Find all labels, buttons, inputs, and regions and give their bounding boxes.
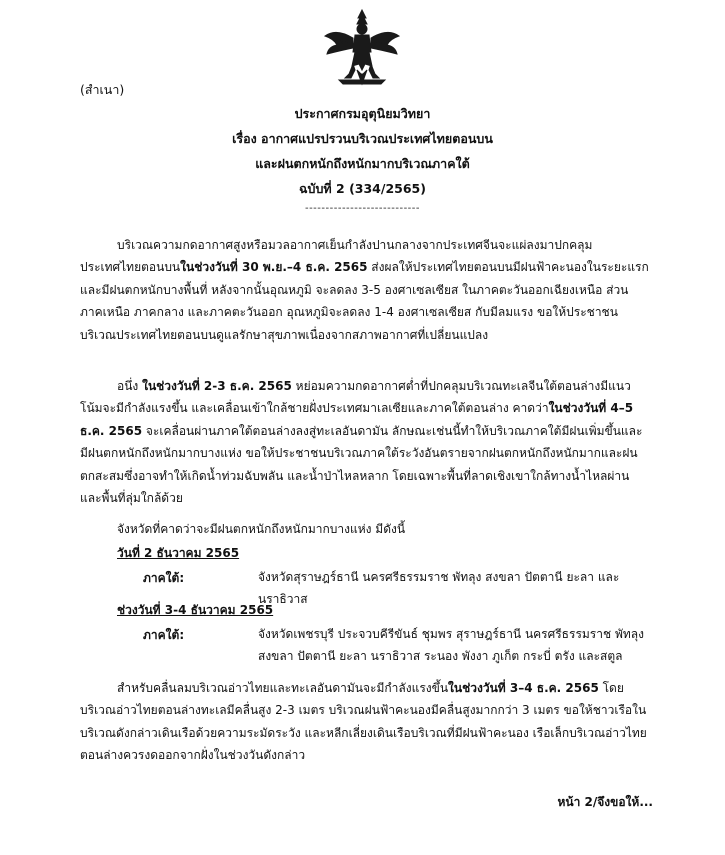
paragraph-text: สำหรับคลื่นลมบริเวณอ่าวไทยและทะเลอันดามันจะมีกำลังแรงขึ้น [117, 681, 449, 695]
garuda-emblem-icon [319, 8, 405, 92]
issuer-title: ประกาศกรมอุตุนิยมวิทยา [294, 106, 431, 121]
paragraph-waves [80, 677, 650, 767]
page-continuation: หน้า 2/จึงขอให้... [557, 795, 653, 809]
subject-line: เรื่อง อากาศแปรปรวนบริเวณประเทศไทยตอนบน [232, 131, 493, 146]
province-list-2: จังหวัดเพชรบุรี ประจวบคีรีขันธ์ ชุมพร สุราษฎร์ธานี นครศรีธรรมราช พัทลุง สงขลา ปัตตานี ยะลา นราธิวาส ระนอง พังงา ภูเก็ต กระบี่ ตรัง และสตูล [258, 627, 644, 663]
forecast-date-1: วันที่ 2 ธันวาคม 2565 [117, 546, 240, 560]
paragraph-text: บริเวณความกดอากาศสูงหรือมวลอากาศเย็นกำลังปานกลางจากประเทศจีนจะแผ่ลงมาปกคลุมประเทศไทยตอนบน [80, 238, 593, 275]
paragraph-date-highlight: ในช่วงวันที่ 3–4 ธ.ค. 2565 [448, 681, 599, 695]
region-label-2: ภาคใต้: [143, 628, 185, 642]
forecast-date-2: ช่วงวันที่ 3-4 ธันวาคม 2565 [117, 603, 274, 617]
province-list-1: จังหวัดสุราษฎร์ธานี นครศรีธรรมราช พัทลุง สงขลา ปัตตานี ยะลา และนราธิวาส [258, 570, 620, 606]
paragraph-text: ส่งผลให้ประเทศไทยตอนบนมีฝนฟ้าคะนองในระยะแรกและมีฝนตกหนักบางพื้นที่ หลังจากนั้นอุณหภูมิ จะลดลง 3-5 องศาเซลเซียส ในภาคตะวันออกเฉียงเหนือ ส่วนภาคเหนือ ภาคกลาง และภาคตะวันออก อุณหภูมิจะลดลง 1-4 องศาเซลเซียส กับมีลมแรง ขอให้ประชาชนบริเวณประเทศไทยตอนบนดูแลรักษาสุขภาพเนื่องจากสภาพอากาศที่เปลี่ยนแปลง [80, 260, 649, 342]
forecast-intro: จังหวัดที่คาดว่าจะมีฝนตกหนักถึงหนักมากบางแห่ง มีดังนี้ [117, 522, 406, 536]
paragraph-text: โดยบริเวณอ่าวไทยตอนล่างทะเลมีคลื่นสูง 2-3 เมตร บริเวณฝนฟ้าคะนองมีคลื่นสูงมากกว่า 3 เมตร ขอให้ชาวเรือในบริเวณดังกล่าวเดินเรือด้วยความระมัดระวัง และหลีกเลี่ยงเดินเรือบริเวณที่มีฝนฟ้าคะนอง เรือเล็กบริเวณอ่าวไทยตอนล่างควรงดออกจากฝั่งในช่วงวันดังกล่าว [80, 681, 647, 763]
copy-mark: (สำเนา) [80, 82, 125, 97]
paragraph-text: จะเคลื่อนผ่านภาคใต้ตอนล่างลงสู่ทะเลอันดามัน ลักษณะเช่นนี้ทำให้บริเวณภาคใต้มีฝนเพิ่มขึ้นและมีฝนตกหนักถึงหนักมากบางแห่ง ขอให้ประชาชนบริเวณภาคใต้ระวังอันตรายจากฝนตกหนักถึงหนักมากและฝนตกสะสมซึ่งอาจทำให้เกิดน้ำท่วมฉับพลัน และน้ำป่าไหลหลาก โดยเฉพาะพื้นที่ลาดเชิงเขาใกล้ทางน้ำไหลผ่าน และพื้นที่ลุ่มใกล้ด้วย [80, 423, 643, 506]
paragraph-date-highlight: ในช่วงวันที่ 4–5 ธ.ค. 2565 [80, 401, 634, 438]
paragraph-text: หย่อมความกดอากาศต่ำที่ปกคลุมบริเวณทะเลจีนใต้ตอนล่างมีแนวโน้มจะมีกำลังแรงขึ้น และเคลื่อนเข้าใกล้ชายฝั่งประเทศมาเลเซียและภาคใต้ตอนล่าง คาดว่า [80, 379, 631, 416]
issue-number: ฉบับที่ 2 (334/2565) [299, 181, 426, 196]
divider: ---------------------------- [304, 203, 421, 214]
region-label-1: ภาคใต้: [143, 571, 185, 585]
paragraph-date-highlight: ในช่วงวันที่ 2-3 ธ.ค. 2565 [142, 379, 292, 393]
paragraph-low-pressure [80, 375, 650, 509]
subject-line-continued: และฝนตกหนักถึงหนักมากบริเวณภาคใต้ [255, 156, 470, 171]
paragraph-text: อนึ่ง [117, 379, 143, 393]
paragraph-cold-air [80, 234, 650, 346]
paragraph-date-highlight: ในช่วงวันที่ 30 พ.ย.–4 ธ.ค. 2565 [180, 260, 368, 275]
